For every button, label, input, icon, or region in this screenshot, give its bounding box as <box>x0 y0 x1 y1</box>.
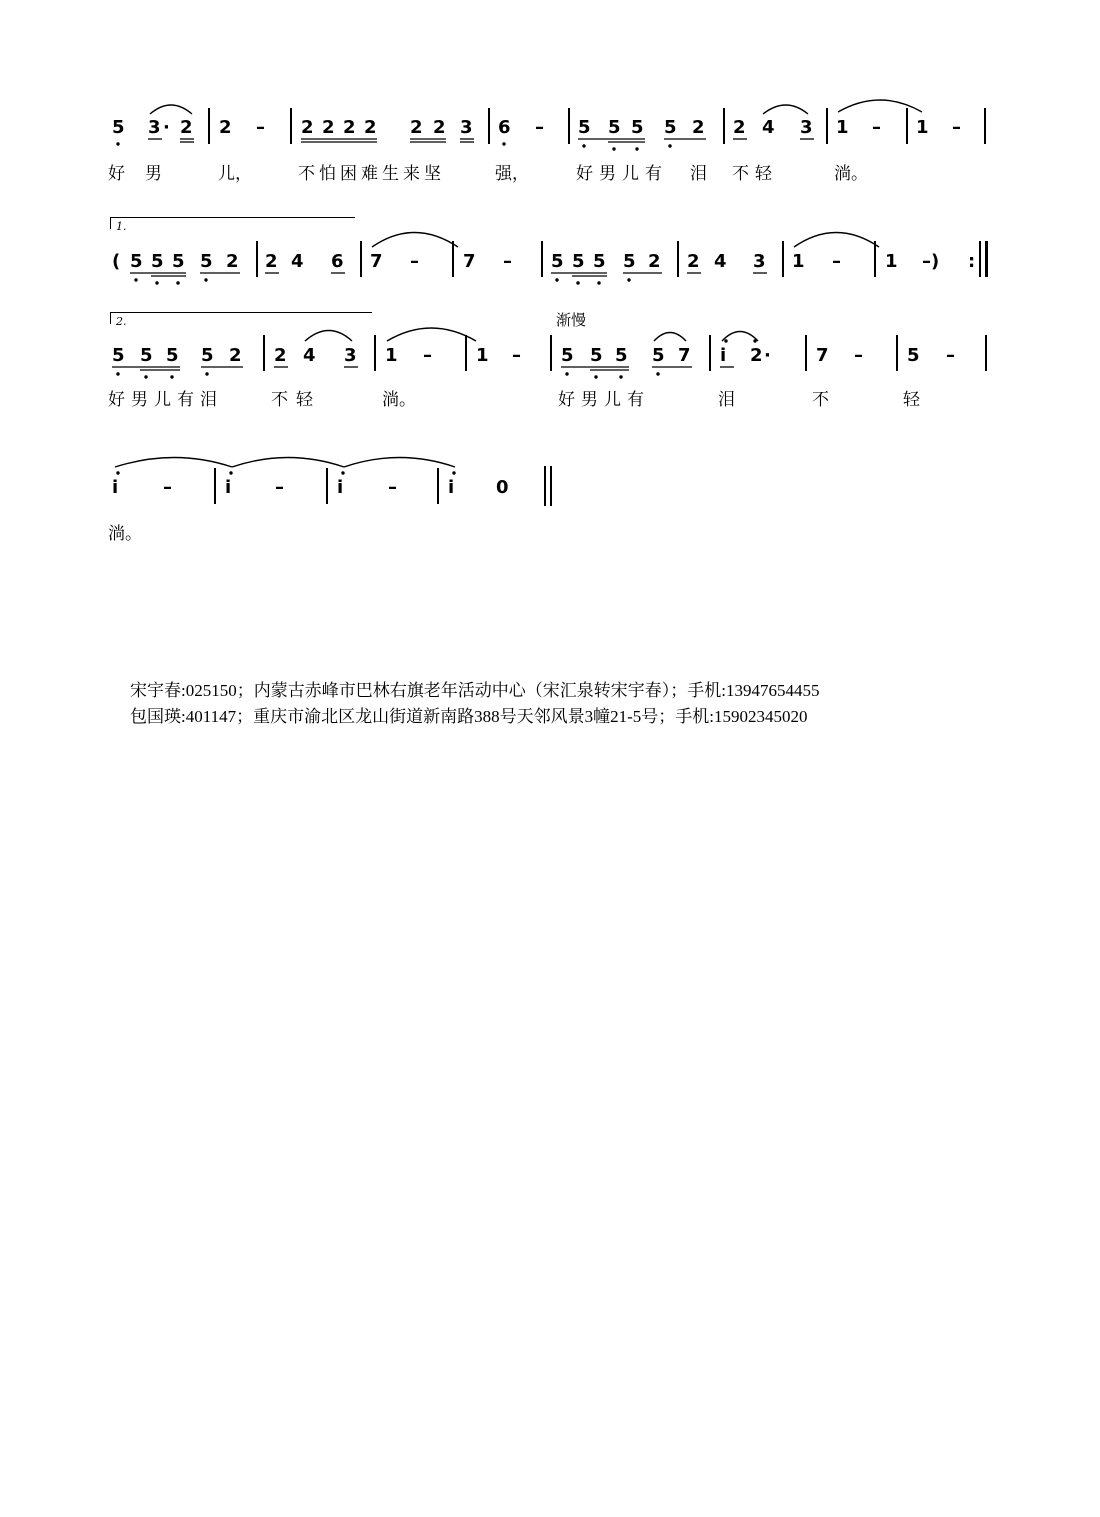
dash: – <box>388 477 397 498</box>
note: 7 <box>816 345 829 366</box>
note: 2 <box>274 345 287 366</box>
note: 2 <box>692 117 705 138</box>
note: 2 <box>410 117 423 138</box>
note: 4 <box>714 251 727 272</box>
note: 1 <box>385 345 398 366</box>
dot: · <box>764 345 771 366</box>
note: 5 <box>615 345 628 366</box>
note: 2 <box>322 117 335 138</box>
dot: · <box>163 117 170 138</box>
slur <box>722 332 758 342</box>
dash: – <box>423 345 432 366</box>
note: 3 <box>460 117 473 138</box>
note: 5 <box>608 117 621 138</box>
dash: – <box>163 477 172 498</box>
lyric: 不 <box>812 390 829 410</box>
lyric: 好男儿有泪 <box>108 390 223 410</box>
tie <box>232 458 344 468</box>
lyric: 泪 <box>718 390 735 410</box>
rest: 0 <box>496 477 509 498</box>
lyric: 淌。 <box>834 164 868 184</box>
note: 5 <box>551 251 564 272</box>
dash: – <box>410 251 419 272</box>
note: 5 <box>561 345 574 366</box>
note: 5 <box>201 345 214 366</box>
lyric: 男 <box>145 164 162 184</box>
note: 2 <box>687 251 700 272</box>
dash-close-paren: –) <box>922 251 940 272</box>
note: 3 <box>753 251 766 272</box>
note: 5 <box>151 251 164 272</box>
lyric: 好男儿有 <box>558 390 650 410</box>
note: 3 <box>148 117 161 138</box>
note: 5 <box>590 345 603 366</box>
note-high-1: i <box>112 477 119 498</box>
note: 2 <box>265 251 278 272</box>
note: 2 <box>733 117 746 138</box>
note: 1 <box>885 251 898 272</box>
note: 5 <box>130 251 143 272</box>
lyric: 好 <box>108 164 125 184</box>
note: 1 <box>476 345 489 366</box>
note: 5 <box>578 117 591 138</box>
note-high-1: i <box>448 477 455 498</box>
contact-line: 宋宇春:025150；内蒙古赤峰市巴林右旗老年活动中心（宋汇泉转宋宇春）；手机:13947654455 <box>130 681 820 700</box>
note: 7 <box>370 251 383 272</box>
note: 2 <box>301 117 314 138</box>
lyric: 轻 <box>903 390 920 410</box>
slur <box>794 233 879 248</box>
contact-line: 包国瑛:401147；重庆市渝北区龙山街道新南路388号天邻风景3幢21-5号；手机:15902345020 <box>130 707 808 726</box>
lyric: 不轻 <box>271 390 321 410</box>
dash: – <box>832 251 841 272</box>
note: 1 <box>916 117 929 138</box>
note: 1 <box>836 117 849 138</box>
dash: – <box>275 477 284 498</box>
dash: – <box>512 345 521 366</box>
note: 2 <box>343 117 356 138</box>
note: 5 <box>652 345 665 366</box>
note-high-1: i <box>720 345 727 366</box>
note: 4 <box>303 345 316 366</box>
note: 1 <box>792 251 805 272</box>
note: 3 <box>344 345 357 366</box>
note: 5 <box>112 345 125 366</box>
lyric: 淌。 <box>108 524 142 544</box>
lyric: 儿， <box>218 164 252 184</box>
note: 6 <box>498 117 511 138</box>
dash: – <box>872 117 881 138</box>
note: 5 <box>623 251 636 272</box>
lyric: 强， <box>495 164 529 184</box>
paren: ( <box>112 251 121 272</box>
note: 5 <box>907 345 920 366</box>
dash: – <box>503 251 512 272</box>
note: 2 <box>219 117 232 138</box>
note: 5 <box>140 345 153 366</box>
tie <box>344 458 455 468</box>
note: 5 <box>593 251 606 272</box>
repeat-dots: : <box>968 251 976 272</box>
slur <box>372 233 458 248</box>
tempo-marking: 渐慢 <box>556 311 587 329</box>
note: 7 <box>463 251 476 272</box>
note: 2 <box>648 251 661 272</box>
slur <box>150 105 192 114</box>
tie <box>115 458 232 468</box>
note: 2 <box>364 117 377 138</box>
note: 5 <box>572 251 585 272</box>
slur <box>387 328 476 341</box>
dash: – <box>854 345 863 366</box>
dash: – <box>952 117 961 138</box>
slur <box>838 100 922 112</box>
slur <box>305 331 352 342</box>
note: 5 <box>166 345 179 366</box>
note: 2 <box>229 345 242 366</box>
lyric: 淌。 <box>382 390 416 410</box>
lyric: 好男儿有 <box>576 164 668 184</box>
dash: – <box>256 117 265 138</box>
note: 2 <box>433 117 446 138</box>
lyric: 不轻 <box>732 164 778 184</box>
volta-label: 1. <box>116 220 127 233</box>
note: 5 <box>172 251 185 272</box>
note: 5 <box>664 117 677 138</box>
note: 4 <box>762 117 775 138</box>
note: 2 <box>226 251 239 272</box>
lyric: 泪 <box>690 164 707 184</box>
note: 2 <box>180 117 193 138</box>
dash: – <box>535 117 544 138</box>
note: 5 <box>200 251 213 272</box>
note: 6 <box>331 251 344 272</box>
note: 5 <box>112 117 125 138</box>
note: 3 <box>800 117 813 138</box>
note: 2 <box>750 345 763 366</box>
slur <box>763 105 808 114</box>
slur <box>654 333 686 342</box>
note: 4 <box>291 251 304 272</box>
note: 7 <box>678 345 691 366</box>
volta-label: 2. <box>116 315 127 328</box>
lyric: 不怕困难生来坚 <box>298 164 445 184</box>
note-high-1: i <box>337 477 344 498</box>
note-high-1: i <box>225 477 232 498</box>
dash: – <box>946 345 955 366</box>
note: 5 <box>631 117 644 138</box>
